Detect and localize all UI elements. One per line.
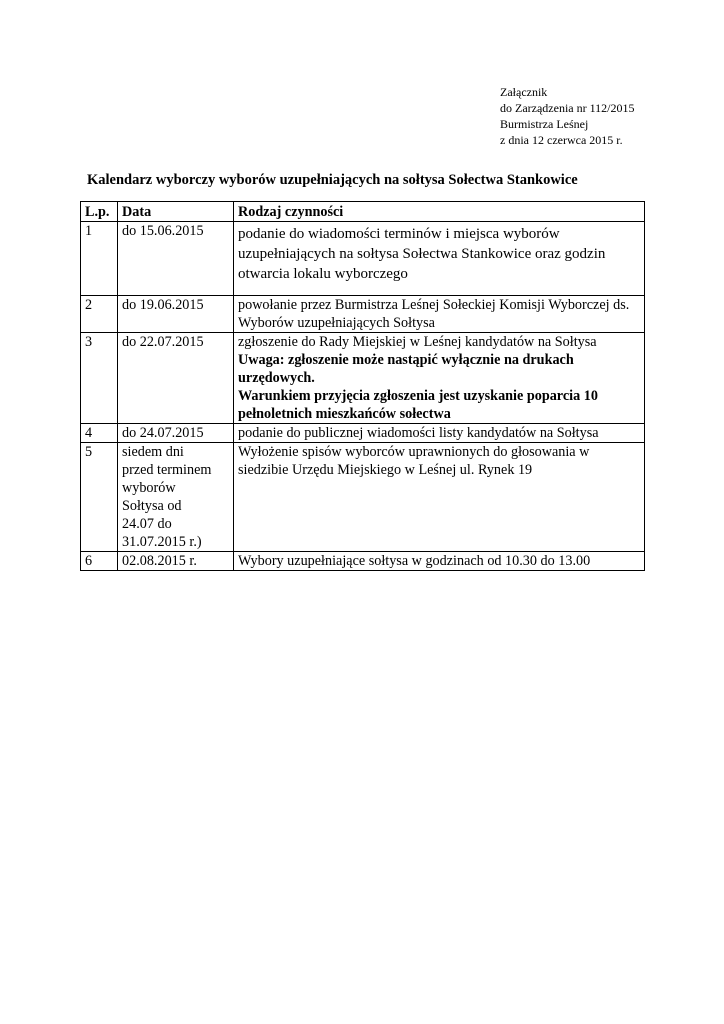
row-activity [234,552,645,571]
document-title: Kalendarz wyborczy wyborów uzupełniających na sołtysa Sołectwa Stankowice [87,172,578,188]
row-date: do 24.07.2015 [118,424,234,443]
row-lp: 6 [81,552,118,571]
header-date: Data [118,202,234,222]
table-row [81,424,645,443]
activity-text: podanie do publicznej wiadomości listy kandydatów na Sołtysa [238,425,599,441]
table-row [81,552,645,571]
activity-text: zgłoszenie do Rady Miejskiej w Leśnej kandydatów na Sołtysa [238,334,597,350]
row-activity [234,443,645,552]
table-row [81,333,645,424]
annex-ordinance: do Zarządzenia nr 112/2015 [500,101,635,115]
row-activity [234,296,645,333]
table-header-row [81,202,645,222]
row-activity [234,222,645,296]
election-calendar-table [80,201,645,571]
row-date: siedem dni przed terminem wyborów Sołtysa od 24.07 do 31.07.2015 r.) [118,443,234,552]
annex-block [500,84,635,148]
activity-text: Wyłożenie spisów wyborców uprawnionych do głosowania w siedzibie Urzędu Miejskiego w Leśnej ul. Rynek 19 [238,444,590,478]
activity-note-forms: Uwaga: zgłoszenie może nastąpić wyłącznie na drukach urzędowych. [238,352,574,386]
row-date: do 22.07.2015 [118,333,234,424]
row-lp: 4 [81,424,118,443]
table-row [81,296,645,333]
header-lp: L.p. [81,202,118,222]
row-activity [234,424,645,443]
annex-issuer: Burmistrza Leśnej [500,117,589,131]
annex-label: Załącznik [500,85,548,99]
row-lp: 2 [81,296,118,333]
activity-text: Wybory uzupełniające sołtysa w godzinach od 10.30 do 13.00 [238,553,591,569]
row-activity [234,333,645,424]
activity-note-support: Warunkiem przyjęcia zgłoszenia jest uzyskanie poparcia 10 pełnoletnich mieszkańców sołectwa [238,388,598,422]
table-row [81,222,645,296]
table-row [81,443,645,552]
annex-date: z dnia 12 czerwca 2015 r. [500,133,623,147]
row-date: 02.08.2015 r. [118,552,234,571]
activity-text: powołanie przez Burmistrza Leśnej Sołeckiej Komisji Wyborczej ds. Wyborów uzupełniających Sołtysa [238,297,630,331]
row-lp: 1 [81,222,118,296]
activity-text: podanie do wiadomości terminów i miejsca wyborów uzupełniających na sołtysa Sołectwa Stankowice oraz godzin otwarcia lokalu wyborczego [238,226,606,282]
row-lp: 5 [81,443,118,552]
row-date: do 15.06.2015 [118,222,234,296]
header-activity: Rodzaj czynności [234,202,645,222]
row-date: do 19.06.2015 [118,296,234,333]
row-lp: 3 [81,333,118,424]
